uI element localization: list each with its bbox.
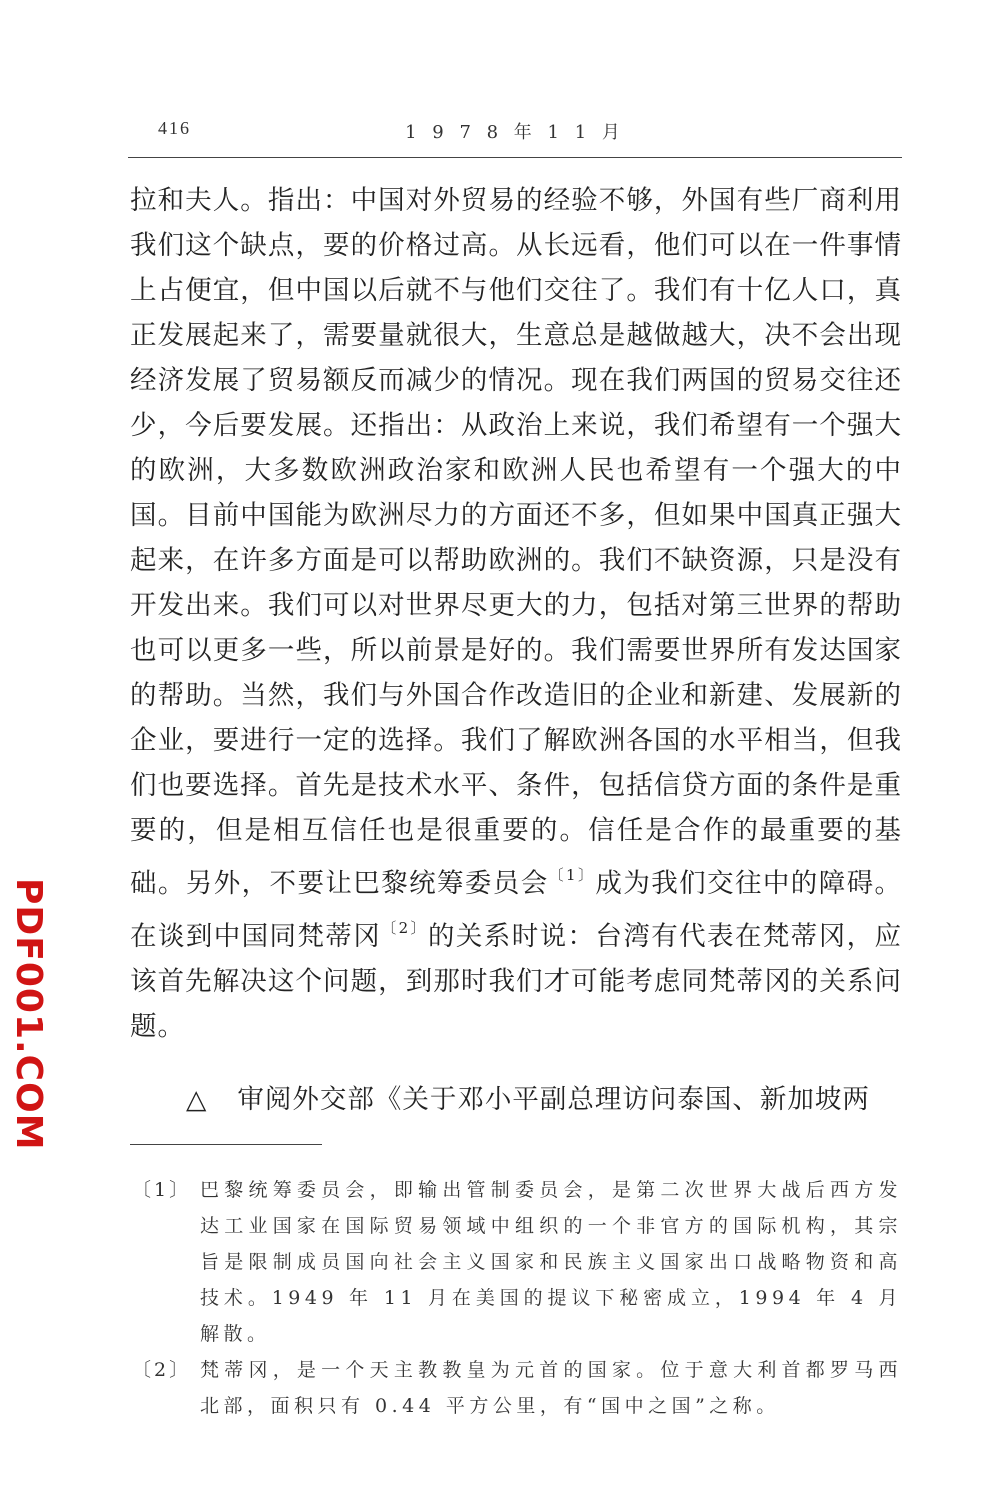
body-paragraph <box>130 178 902 1049</box>
footnote-rule <box>130 1144 322 1145</box>
footnote-reference-2[interactable]: 〔2〕 <box>381 919 428 937</box>
footnote-1 <box>130 1172 902 1352</box>
footnote-marker: 〔1〕 <box>132 1179 192 1201</box>
footnote-2 <box>130 1352 902 1424</box>
body-text-part-3: 的关系时说：台湾有代表在梵蒂冈，应该首先解决这个问题，到那时我们才可能考虑同梵蒂冈的关系问题。 <box>130 921 903 1042</box>
footnote-reference-1[interactable]: 〔1〕 <box>548 866 596 884</box>
page-header <box>128 118 902 158</box>
footnote-marker: 〔2〕 <box>132 1359 192 1381</box>
body-text-part-1: 拉和夫人。指出：中国对外贸易的经验不够，外国有些厂商利用我们这个缺点，要的价格过高。从长远看，他们可以在一件事情上占便宜，但中国以后就不与他们交往了。我们有十亿人口，真正发展起来了，需要量就很大，生意总是越做越大，决不会出现经济发展了贸易额反而减少的情况。现在我们两国的贸易交往还少，今后要发展。还指出：从政治上来说，我们希望有一个强大的欧洲，大多数欧洲政治家和欧洲人民也希望有一个强大的中国。目前中国能为欧洲尽力的方面还不多，但如果中国真正强大起来，在许多方面是可以帮助欧洲的。我们不缺资源，只是没有开发出来。我们可以对世界尽更大的力，包括对第三世界的帮助也可以更多一些，所以前景是好的。我们需要世界所有发达国家的帮助。当然，我们与外国合作改造旧的企业和新建、发展新的企业，要进行一定的选择。我们了解欧洲各国的水平相当，但我们也要选择。首先是技术水平、条件，包括信贷方面的条件是重要的，但是相互信任也是很重要的。信任是合作的最重要的基础。另外，不要让巴黎统筹委员会 <box>130 185 902 899</box>
chronicle-entry-text: 审阅外交部《关于邓小平副总理访问泰国、新加坡两 <box>237 1084 870 1115</box>
body-text-part-2: 成为我们交往中的障碍。在谈到中国同梵蒂冈 <box>130 868 903 952</box>
footnote-text: 梵蒂冈，是一个天主教教皇为元首的国家。位于意大利首都罗马西北部，面积只有 0.44 平方公里，有“国中之国”之称。 <box>200 1359 902 1417</box>
running-title: 1 9 7 8 年 1 1 月 <box>405 122 625 143</box>
header-rule <box>128 157 902 158</box>
triangle-icon: △ <box>186 1084 208 1115</box>
watermark: PDF001.COM <box>8 878 49 1151</box>
body-text <box>130 178 902 1049</box>
footnote-text: 巴黎统筹委员会，即输出管制委员会，是第二次世界大战后西方发达工业国家在国际贸易领域中组织的一个非官方的国际机构，其宗旨是限制成员国向社会主义国家和民族主义国家出口战略物资和高技术。1949 年 11 月在美国的提议下秘密成立，1994 年 4 月解散。 <box>200 1179 902 1345</box>
page-number: 416 <box>158 118 191 138</box>
footnotes <box>130 1172 902 1424</box>
chronicle-entry <box>186 1077 902 1122</box>
